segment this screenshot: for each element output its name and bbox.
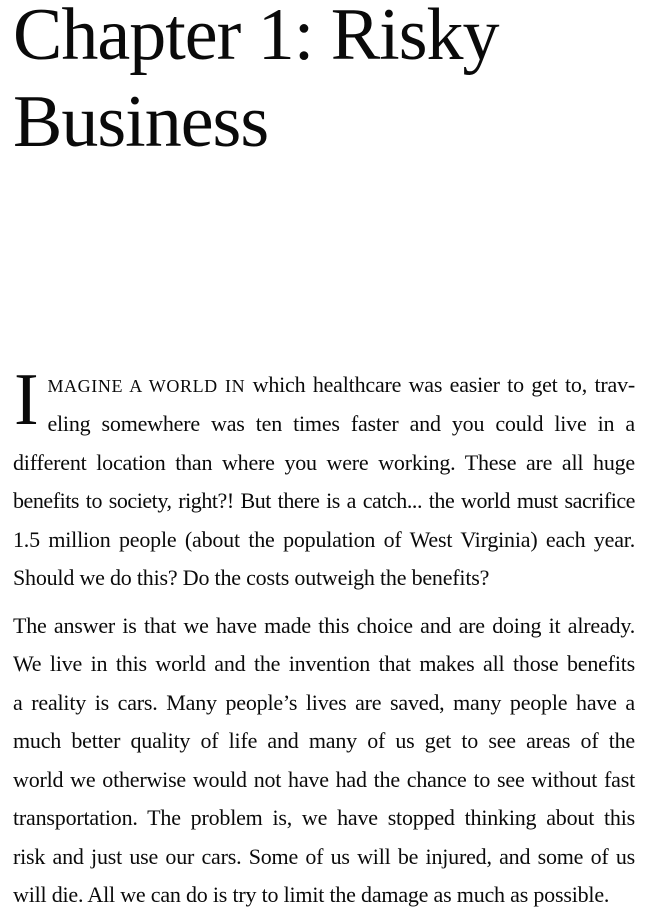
text-line xyxy=(13,366,635,406)
text-line: risk and just use our cars. Some of us will be injured, and some of us xyxy=(13,843,635,869)
text-line: 1.5 million people (about the population of West Virginia) each year. xyxy=(13,526,635,552)
drop-cap: I xyxy=(14,358,39,441)
title-body-gap xyxy=(13,216,635,366)
chapter-title-line-2: Business xyxy=(13,81,269,163)
text-line: benefits to society, right?! But there is a catch... the world must sacrifice xyxy=(13,488,635,514)
text-line: world we otherwise would not have had the chance to see without fast xyxy=(13,766,635,792)
text-line: We live in this world and the invention that makes all those benefits xyxy=(13,651,635,677)
text-line: Should we do this? Do the costs outweigh the benefits? xyxy=(13,565,490,591)
opening-paragraph xyxy=(13,358,635,598)
chapter-title-line-1: Chapter 1: Risky xyxy=(13,0,499,76)
small-caps-lead-in: MAGINE A WORLD IN xyxy=(47,375,246,396)
text-line: The answer is that we have made this choice and are doing it already. xyxy=(13,612,635,638)
text-line: different location than where you were working. These are all huge xyxy=(13,449,635,475)
chapter-title xyxy=(13,0,635,166)
text-line: much better quality of life and many of us get to see areas of the xyxy=(13,728,635,754)
line-text: which healthcare was easier to get to, trav- xyxy=(245,371,635,397)
text-line: eling somewhere was ten times faster and you could live in a xyxy=(47,411,635,437)
second-paragraph xyxy=(13,607,635,915)
text-line: a reality is cars. Many people’s lives are saved, many people have a xyxy=(13,689,635,715)
text-line: transportation. The problem is, we have stopped thinking about this xyxy=(13,805,635,831)
text-line: will die. All we can do is try to limit the damage as much as possible. xyxy=(13,882,610,908)
